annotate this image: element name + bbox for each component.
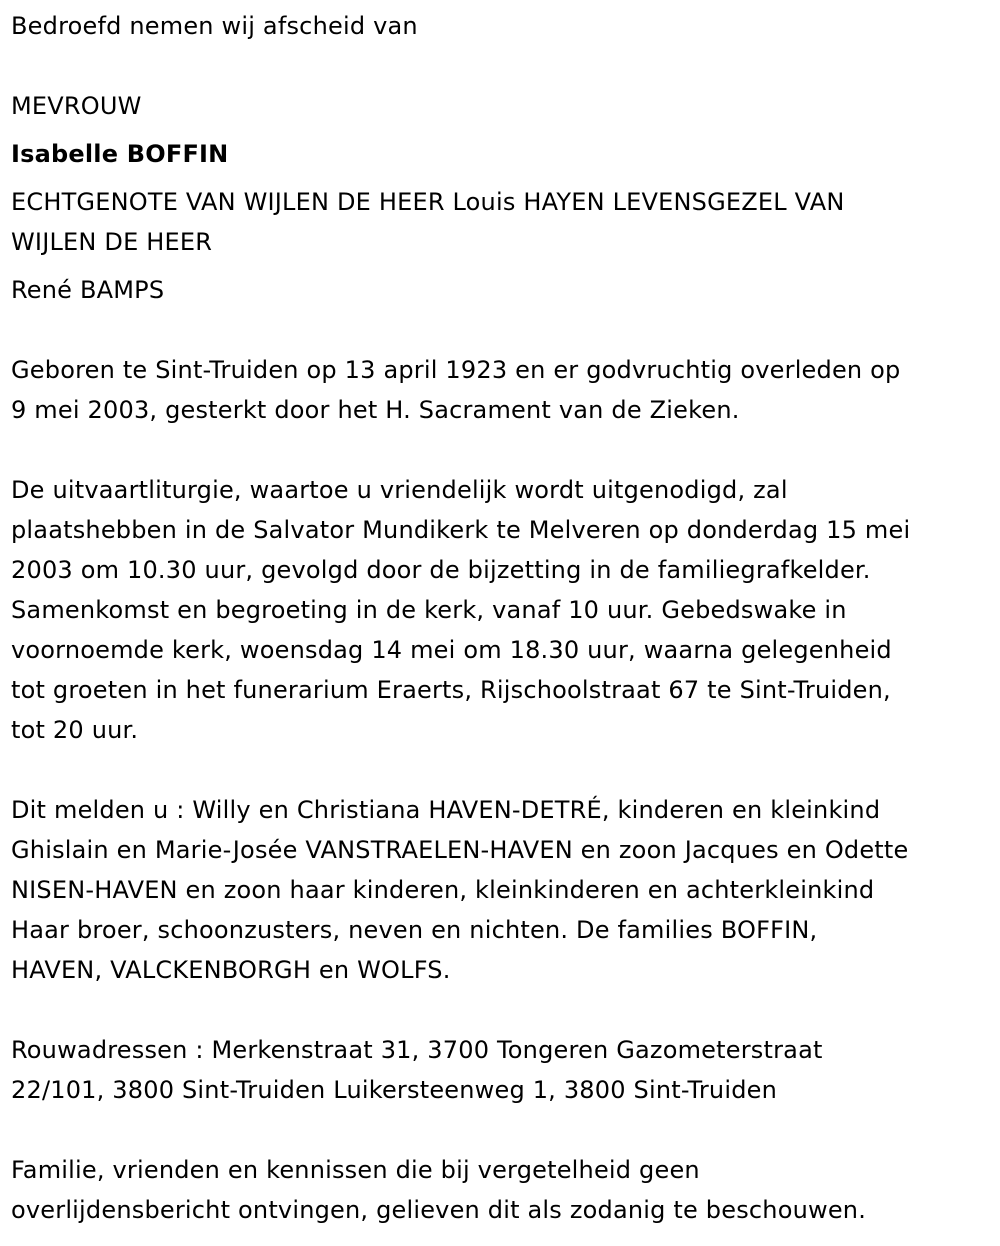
relation-line-1: ECHTGENOTE VAN WIJLEN DE HEER Louis HAYEN LEVENSGEZEL VAN [11, 188, 845, 216]
deceased-name: Isabelle BOFFIN [11, 140, 229, 168]
funeral-line-5: voornoemde kerk, woensdag 14 mei om 18.30 uur, waarna gelegenheid [11, 636, 892, 664]
birth-line-1: Geboren te Sint-Truiden op 13 april 1923 en er godvruchtig overleden op [11, 356, 901, 384]
partner-name: René BAMPS [11, 276, 165, 304]
funeral-line-6: tot groeten in het funerarium Eraerts, Rijschoolstraat 67 te Sint-Truiden, [11, 676, 891, 704]
title-mevrouw: MEVROUW [11, 92, 142, 120]
family-line-3: NISEN-HAVEN en zoon haar kinderen, kleinkinderen en achterkleinkind [11, 876, 875, 904]
funeral-line-7: tot 20 uur. [11, 716, 139, 744]
relation-line-2: WIJLEN DE HEER [11, 228, 213, 256]
address-line-1: Rouwadressen : Merkenstraat 31, 3700 Tongeren Gazometerstraat [11, 1036, 823, 1064]
family-line-5: HAVEN, VALCKENBORGH en WOLFS. [11, 956, 451, 984]
family-line-2: Ghislain en Marie-Josée VANSTRAELEN-HAVEN en zoon Jacques en Odette [11, 836, 909, 864]
closing-line-1: Familie, vrienden en kennissen die bij vergetelheid geen [11, 1156, 700, 1184]
birth-line-2: 9 mei 2003, gesterkt door het H. Sacrament van de Zieken. [11, 396, 740, 424]
funeral-line-3: 2003 om 10.30 uur, gevolgd door de bijzetting in de familiegrafkelder. [11, 556, 871, 584]
funeral-line-1: De uitvaartliturgie, waartoe u vriendelijk wordt uitgenodigd, zal [11, 476, 788, 504]
family-line-1: Dit melden u : Willy en Christiana HAVEN-DETRÉ, kinderen en kleinkind [11, 796, 881, 824]
funeral-line-2: plaatshebben in de Salvator Mundikerk te Melveren op donderdag 15 mei [11, 516, 911, 544]
funeral-line-4: Samenkomst en begroeting in de kerk, vanaf 10 uur. Gebedswake in [11, 596, 847, 624]
address-line-2: 22/101, 3800 Sint-Truiden Luikersteenweg 1, 3800 Sint-Truiden [11, 1076, 778, 1104]
closing-line-2: overlijdensbericht ontvingen, gelieven dit als zodanig te beschouwen. [11, 1196, 867, 1224]
family-line-4: Haar broer, schoonzusters, neven en nichten. De families BOFFIN, [11, 916, 818, 944]
intro-line: Bedroefd nemen wij afscheid van [11, 12, 418, 40]
